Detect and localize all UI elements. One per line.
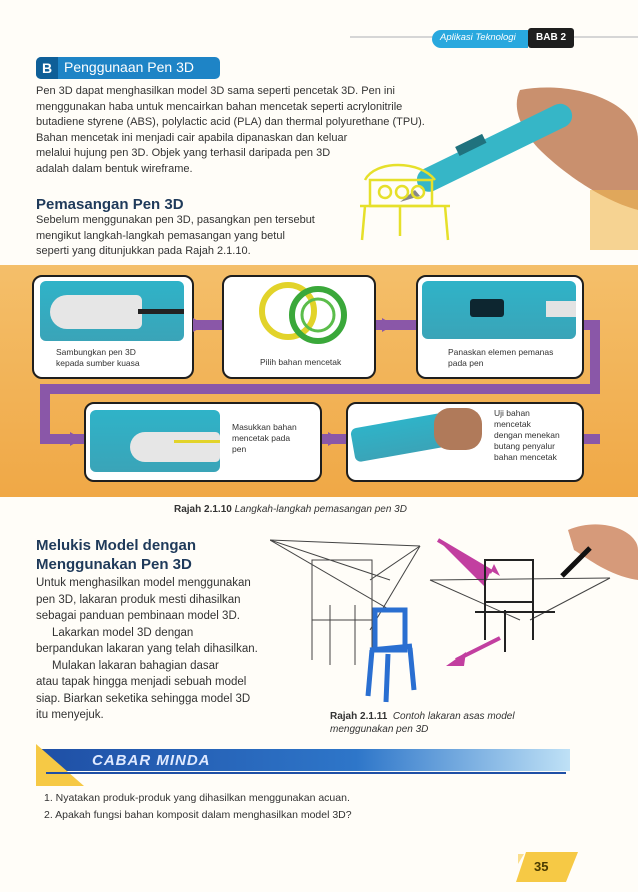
flow-arrow <box>328 432 340 446</box>
melukis-line: Lakarkan model 3D dengan <box>52 626 194 639</box>
caption-line: pen <box>232 444 247 454</box>
intro-line: Bahan mencetak ini menjadi cair apabila dipanaskan dan keluar <box>36 131 348 144</box>
pemasangan-line: seperti yang ditunjukkan pada Rajah 2.1.10. <box>36 245 251 257</box>
section-title: Penggunaan Pen 3D <box>64 59 194 75</box>
caption-line: Sambungkan pen 3D <box>56 347 136 357</box>
heading-line: Melukis Model dengan <box>36 537 197 554</box>
caption-line: Uji bahan <box>494 408 530 418</box>
blue-chair-icon <box>368 610 414 702</box>
intro-line: butadiene styrene (ABS), polylactic acid (PLA) dan thermal polyurethane (TPU). <box>36 116 425 128</box>
chapter-label: BAB 2 <box>536 32 567 43</box>
heading-line: Menggunakan Pen 3D <box>36 556 192 573</box>
melukis-line: pen 3D, lakaran produk mesti dihasilkan <box>36 593 241 606</box>
section-letter: B <box>36 57 58 79</box>
drawing-hand-icon <box>562 524 638 580</box>
perspective-sketch-illustration <box>270 520 638 720</box>
section-heading <box>36 57 220 79</box>
question-item: 2. Apakah fungsi bahan komposit dalam menghasilkan model 3D? <box>44 809 352 821</box>
step-card-5 <box>346 402 584 482</box>
cabar-minda-title: CABAR MINDA <box>92 752 211 769</box>
cabar-minda-questions <box>44 790 352 824</box>
flow-arrow <box>70 432 82 446</box>
pen-display-photo <box>422 281 576 339</box>
step-caption-4 <box>232 422 297 455</box>
step-caption-2: Pilih bahan mencetak <box>260 357 342 367</box>
step-card-2 <box>222 275 376 379</box>
caption-line: mencetak <box>494 419 531 429</box>
pemasangan-line: mengikut langkah-langkah pemasangan yang betul <box>36 229 285 242</box>
intro-line: adalah dalam bentuk wireframe. <box>36 162 193 175</box>
figure-caption-2-1-10 <box>174 504 407 515</box>
filament-spools-icon <box>252 281 352 345</box>
figure-text: menggunakan pen 3D <box>330 724 429 735</box>
figure-text: Langkah-langkah pemasangan pen 3D <box>234 504 407 515</box>
caption-line: bahan mencetak <box>494 452 557 462</box>
figure-number: Rajah 2.1.10 <box>174 504 232 515</box>
pen-power-photo <box>40 281 184 341</box>
caption-line: kepada sumber kuasa <box>56 358 140 368</box>
step-caption-5 <box>494 408 560 463</box>
melukis-line: atau tapak hingga menjadi sebuah model <box>36 676 247 688</box>
melukis-line: siap. Biarkan seketika sehingga model 3D <box>36 692 251 705</box>
caption-line: butang penyalur <box>494 441 555 451</box>
caption-line: Masukkan bahan <box>232 422 297 432</box>
flow-arrow <box>382 318 394 332</box>
step-card-4 <box>84 402 322 482</box>
pemasangan-heading: Pemasangan Pen 3D <box>36 196 184 213</box>
pemasangan-paragraph <box>36 213 366 260</box>
step-card-1 <box>32 275 194 379</box>
figure-caption-2-1-11 <box>330 710 515 736</box>
caption-line: pada pen <box>448 358 484 368</box>
caption-line: mencetak pada <box>232 433 291 443</box>
flow-arrow <box>193 318 205 332</box>
header-label: Aplikasi Teknologi <box>440 32 516 43</box>
flow-track-right <box>590 320 600 394</box>
melukis-line: Untuk menghasilkan model menggunakan <box>36 577 251 589</box>
flow-track-middle <box>40 384 600 394</box>
triangle-ruler-icon <box>36 744 84 786</box>
intro-line: melalui hujung pen 3D. Objek yang terhasil daripada pen 3D <box>36 147 331 159</box>
pen-load-photo <box>90 410 220 472</box>
intro-line: menggunakan haba untuk mencairkan bahan mencetak seperti acrylonitrile <box>36 100 403 113</box>
intro-line: Pen 3D dapat menghasilkan model 3D sama seperti pencetak 3D. Pen ini <box>36 85 395 97</box>
pemasangan-line: Sebelum menggunakan pen 3D, pasangkan pen tersebut <box>36 214 315 226</box>
melukis-line: sebagai panduan pembinaan model 3D. <box>36 610 240 622</box>
melukis-line: Mulakan lakaran bahagian dasar <box>52 659 219 672</box>
figure-number: Rajah 2.1.11 <box>330 711 388 722</box>
melukis-paragraph <box>36 575 286 724</box>
page-number: 35 <box>534 859 549 874</box>
step-caption-3 <box>448 347 553 369</box>
step-card-3 <box>416 275 584 379</box>
melukis-line: itu menyejuk. <box>36 709 104 721</box>
melukis-line: berpandukan lakaran yang telah dihasilkan. <box>36 643 258 655</box>
melukis-heading <box>36 536 196 574</box>
caption-line: dengan menekan <box>494 430 560 440</box>
chapter-badge <box>528 28 574 48</box>
step-caption-1 <box>56 347 140 369</box>
caption-line: Panaskan elemen pemanas <box>448 347 554 357</box>
figure-text: Contoh lakaran asas model <box>392 711 515 722</box>
question-item: 1. Nyatakan produk-produk yang dihasilkan menggunakan acuan. <box>44 792 350 804</box>
pen-drawing-illustration <box>340 80 638 255</box>
cabar-minda-rule <box>46 772 566 774</box>
